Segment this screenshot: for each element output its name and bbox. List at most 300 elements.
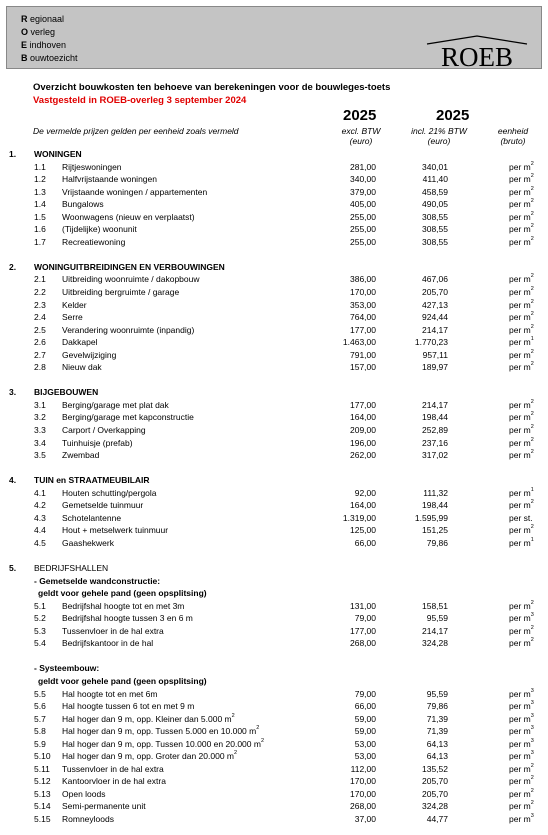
- price-excl-vat: 340,00: [350, 174, 376, 185]
- unit: [509, 424, 534, 437]
- unit-text: per m: [509, 437, 531, 448]
- item-description-text: Hal hoger dan 9 m, opp. Kleiner dan 5.000 m: [62, 713, 232, 724]
- unit-superscript: 2: [530, 348, 534, 355]
- price-excl-vat: 164,00: [350, 412, 376, 423]
- table-row: [0, 813, 548, 826]
- item-description-text: Zwembad: [62, 450, 100, 461]
- section-heading: [0, 474, 548, 487]
- item-code: 1.7: [34, 236, 46, 247]
- item-description: [62, 600, 184, 613]
- unit: [509, 437, 534, 450]
- price-incl-vat: 64,13: [426, 751, 448, 762]
- price-incl-vat: 189,97: [422, 362, 448, 373]
- unit: [509, 499, 534, 512]
- item-description-text: Open loods: [62, 788, 106, 799]
- unit: [509, 311, 534, 324]
- item-description-text: Tussenvloer in de hal extra: [62, 763, 164, 774]
- unit-text: per m: [509, 487, 531, 498]
- unit-text: per m: [509, 362, 531, 373]
- svg-text:ROEB: ROEB: [440, 42, 514, 69]
- item-code: 2.6: [34, 337, 46, 348]
- unit-text: per m: [509, 224, 531, 235]
- item-code: 5.12: [34, 776, 51, 787]
- year-heading-excl: 2025: [343, 107, 377, 124]
- table-row: [0, 286, 548, 299]
- price-incl-vat: 198,44: [422, 500, 448, 511]
- unit: [509, 537, 534, 550]
- item-description-text: Tuinhuisje (prefab): [62, 437, 133, 448]
- item-description-text: Woonwagens (nieuw en verplaatst): [62, 211, 195, 222]
- price-excl-vat: 170,00: [350, 287, 376, 298]
- price-excl-vat: 255,00: [350, 236, 376, 247]
- table-row: [0, 299, 548, 312]
- unit: [509, 713, 534, 726]
- subsection-text: geldt voor gehele pand (geen opsplitsing): [38, 675, 207, 686]
- unit: [509, 788, 534, 801]
- price-excl-vat: 79,00: [354, 688, 376, 699]
- description-superscript: 2: [231, 712, 235, 719]
- price-excl-vat: 131,00: [350, 600, 376, 611]
- unit-text: per m: [509, 199, 531, 210]
- unit-text: per m: [509, 186, 531, 197]
- price-incl-vat: 411,40: [422, 174, 448, 185]
- table-row: [0, 186, 548, 199]
- table-row: [0, 750, 548, 763]
- item-code: 4.4: [34, 525, 46, 536]
- item-description-text: Verandering woonruimte (inpandig): [62, 324, 195, 335]
- price-intro: De vermelde prijzen gelden per eenheid zoals vermeld: [33, 126, 239, 136]
- item-description: [62, 198, 104, 211]
- unit-text: per m: [509, 713, 531, 724]
- unit-superscript: 2: [530, 411, 534, 418]
- unit-superscript: 2: [530, 775, 534, 782]
- table-row: [0, 449, 548, 462]
- unit: [509, 763, 534, 776]
- table-row: [0, 512, 548, 525]
- subsection-text: - Gemetselde wandconstructie:: [34, 575, 161, 586]
- item-description-text: Halfvrijstaande woningen: [62, 174, 157, 185]
- item-description-text: Nieuw dak: [62, 362, 102, 373]
- price-incl-vat: 205,70: [422, 287, 448, 298]
- item-description: [62, 612, 193, 625]
- col-header-excl: excl. BTW (euro): [341, 126, 381, 146]
- price-excl-vat: 791,00: [350, 349, 376, 360]
- price-excl-vat: 177,00: [350, 324, 376, 335]
- description-superscript: 2: [234, 750, 238, 757]
- item-code: 4.2: [34, 500, 46, 511]
- table-row: [0, 775, 548, 788]
- col-header-incl: incl. 21% BTW (euro): [411, 126, 467, 146]
- item-description: [62, 750, 237, 763]
- item-description: [62, 499, 143, 512]
- price-excl-vat: 157,00: [350, 362, 376, 373]
- unit-superscript: 1: [530, 536, 534, 543]
- description-superscript: 2: [256, 725, 260, 732]
- unit-superscript: 2: [530, 637, 534, 644]
- item-description-text: Recreatiewoning: [62, 236, 126, 247]
- price-excl-vat: 66,00: [354, 701, 376, 712]
- item-code: 2.4: [34, 312, 46, 323]
- table-row: [0, 524, 548, 537]
- price-incl-vat: 317,02: [422, 450, 448, 461]
- unit-superscript: 2: [530, 499, 534, 506]
- item-description-text: Hal hoger dan 9 m, opp. Tussen 10.000 en 20.000 m: [62, 738, 261, 749]
- unit-superscript: 2: [530, 424, 534, 431]
- item-description-text: Schotelantenne: [62, 512, 122, 523]
- section-number: 5.: [9, 563, 17, 574]
- item-code: 5.10: [34, 751, 51, 762]
- item-code: 1.4: [34, 199, 46, 210]
- table-row: [0, 688, 548, 701]
- table-row: [0, 763, 548, 776]
- item-description-text: Semi-permanente unit: [62, 801, 146, 812]
- item-code: 2.7: [34, 349, 46, 360]
- spacer-row: [0, 248, 548, 261]
- item-description-text: Uitbreiding bergruimte / garage: [62, 287, 180, 298]
- table-row: [0, 700, 548, 713]
- item-description-text: Uitbreiding woonruimte / dakopbouw: [62, 274, 200, 285]
- price-excl-vat: 79,00: [354, 613, 376, 624]
- price-excl-vat: 255,00: [350, 224, 376, 235]
- table-row: [0, 738, 548, 751]
- table-row: [0, 349, 548, 362]
- acronym-line: B ouwtoezicht: [21, 53, 78, 63]
- unit-superscript: 2: [530, 273, 534, 280]
- section-title: WONINGUITBREIDINGEN EN VERBOUWINGEN: [34, 261, 225, 272]
- price-incl-vat: 79,86: [426, 701, 448, 712]
- unit-superscript: 2: [530, 599, 534, 606]
- unit-text: per m: [509, 688, 531, 699]
- unit: [509, 612, 534, 625]
- table-row: [0, 637, 548, 650]
- price-excl-vat: 281,00: [350, 161, 376, 172]
- acronym-line: R egionaal: [21, 14, 65, 24]
- item-code: 5.1: [34, 600, 46, 611]
- table-row: [0, 612, 548, 625]
- price-incl-vat: 340,01: [422, 161, 448, 172]
- unit-text: per m: [509, 525, 531, 536]
- item-code: 1.1: [34, 161, 46, 172]
- item-description-text: Vrijstaande woningen / appartementen: [62, 186, 208, 197]
- price-excl-vat: 379,00: [350, 186, 376, 197]
- unit-text: per m: [509, 613, 531, 624]
- price-excl-vat: 92,00: [354, 487, 376, 498]
- item-description: [62, 324, 194, 337]
- unit: [509, 173, 534, 186]
- price-excl-vat: 53,00: [354, 738, 376, 749]
- item-code: 5.15: [34, 813, 51, 824]
- spacer-row: [0, 650, 548, 663]
- price-excl-vat: 764,00: [350, 312, 376, 323]
- item-description: [62, 449, 99, 462]
- price-incl-vat: 71,39: [426, 726, 448, 737]
- item-description-text: Romneyloods: [62, 813, 114, 824]
- item-description: [62, 299, 87, 312]
- unit-superscript: 2: [530, 624, 534, 631]
- item-description: [62, 637, 153, 650]
- item-code: 5.6: [34, 701, 46, 712]
- item-description: [62, 738, 264, 751]
- unit-text: per m: [509, 801, 531, 812]
- price-incl-vat: 214,17: [422, 625, 448, 636]
- price-incl-vat: 458,59: [422, 186, 448, 197]
- price-incl-vat: 205,70: [422, 776, 448, 787]
- price-excl-vat: 262,00: [350, 450, 376, 461]
- unit: [509, 361, 534, 374]
- item-description: [62, 437, 133, 450]
- price-incl-vat: 111,32: [423, 487, 448, 498]
- unit: [509, 512, 533, 525]
- table-row: [0, 537, 548, 550]
- price-incl-vat: 79,86: [426, 537, 448, 548]
- section-heading: [0, 386, 548, 399]
- item-code: 5.3: [34, 625, 46, 636]
- price-incl-vat: 957,11: [422, 349, 448, 360]
- item-description-text: Serre: [62, 312, 83, 323]
- header-banner: [6, 6, 542, 69]
- item-code: 1.5: [34, 211, 46, 222]
- unit: [509, 725, 534, 738]
- unit: [509, 688, 534, 701]
- item-description: [62, 336, 97, 349]
- table-row: [0, 236, 548, 249]
- item-description: [62, 700, 194, 713]
- acronym-line: E indhoven: [21, 40, 67, 50]
- unit-superscript: 3: [530, 750, 534, 757]
- price-incl-vat: 214,17: [422, 399, 448, 410]
- unit: [509, 411, 534, 424]
- table-row: [0, 800, 548, 813]
- price-incl-vat: 214,17: [422, 324, 448, 335]
- unit-text: per m: [509, 813, 531, 824]
- subsection-heading: [0, 662, 548, 675]
- table-row: [0, 223, 548, 236]
- item-description: [62, 286, 179, 299]
- unit-text: per m: [509, 399, 531, 410]
- unit: [509, 349, 534, 362]
- item-code: 3.3: [34, 425, 46, 436]
- unit: [509, 813, 534, 826]
- unit-superscript: 2: [530, 311, 534, 318]
- subsection-heading: [0, 575, 548, 588]
- unit-superscript: 3: [530, 700, 534, 707]
- unit-superscript: 2: [530, 762, 534, 769]
- price-incl-vat: 135,52: [422, 763, 448, 774]
- item-description: [62, 311, 83, 324]
- unit-text: per m: [509, 751, 531, 762]
- unit: [509, 600, 534, 613]
- item-description: [62, 524, 168, 537]
- unit-superscript: 2: [530, 286, 534, 293]
- table-row: [0, 411, 548, 424]
- table-row: [0, 361, 548, 374]
- item-description: [62, 411, 194, 424]
- item-description-text: Hal hoger dan 9 m, opp. Groter dan 20.000 m: [62, 751, 234, 762]
- item-description: [62, 487, 157, 500]
- unit: [509, 637, 534, 650]
- item-code: 4.5: [34, 537, 46, 548]
- item-code: 1.2: [34, 174, 46, 185]
- section-number: 2.: [9, 261, 17, 272]
- unit-superscript: 3: [530, 737, 534, 744]
- item-code: 2.3: [34, 299, 46, 310]
- unit-superscript: 2: [530, 223, 534, 230]
- price-incl-vat: 467,06: [422, 274, 448, 285]
- price-excl-vat: 196,00: [350, 437, 376, 448]
- item-description-text: Rijtjeswoningen: [62, 161, 122, 172]
- unit: [509, 487, 534, 500]
- unit-superscript: 1: [530, 486, 534, 493]
- item-description: [62, 349, 116, 362]
- price-excl-vat: 112,00: [350, 763, 376, 774]
- table-row: [0, 437, 548, 450]
- table-row: [0, 399, 548, 412]
- item-description: [62, 361, 102, 374]
- item-code: 3.4: [34, 437, 46, 448]
- unit: [509, 336, 534, 349]
- item-description-text: Berging/garage met plat dak: [62, 399, 169, 410]
- subsection-heading: [0, 587, 548, 600]
- cost-table: [0, 148, 548, 826]
- roeb-logo: [423, 35, 531, 69]
- item-description-text: Gevelwijziging: [62, 349, 117, 360]
- item-description: [62, 211, 195, 224]
- unit: [509, 161, 534, 174]
- unit-superscript: 2: [530, 298, 534, 305]
- item-description-text: Carport / Overkapping: [62, 425, 146, 436]
- item-description: [62, 537, 114, 550]
- price-excl-vat: 37,00: [354, 813, 376, 824]
- item-description: [62, 813, 114, 826]
- item-code: 5.4: [34, 638, 46, 649]
- unit-text: per m: [509, 337, 531, 348]
- item-code: 4.3: [34, 512, 46, 523]
- item-description-text: Kelder: [62, 299, 87, 310]
- item-description-text: Kantoorvloer in de hal extra: [62, 776, 166, 787]
- unit-text: per m: [509, 349, 531, 360]
- unit-text: per m: [509, 537, 531, 548]
- unit: [509, 324, 534, 337]
- unit: [509, 399, 534, 412]
- price-incl-vat: 324,28: [422, 801, 448, 812]
- item-description-text: Bedrijfshal hoogte tussen 3 en 6 m: [62, 613, 193, 624]
- price-incl-vat: 95,59: [426, 613, 448, 624]
- item-code: 5.9: [34, 738, 46, 749]
- table-row: [0, 713, 548, 726]
- spacer-row: [0, 462, 548, 475]
- unit-superscript: 2: [530, 361, 534, 368]
- item-code: 4.1: [34, 487, 46, 498]
- section-number: 3.: [9, 387, 17, 398]
- item-description: [62, 625, 164, 638]
- item-code: 5.11: [34, 763, 50, 774]
- price-excl-vat: 209,00: [350, 425, 376, 436]
- item-description-text: Berging/garage met kapconstructie: [62, 412, 194, 423]
- unit-superscript: 2: [530, 235, 534, 242]
- unit-superscript: 2: [530, 436, 534, 443]
- unit: [509, 738, 534, 751]
- unit: [509, 198, 534, 211]
- section-title: BIJGEBOUWEN: [34, 387, 99, 398]
- unit: [509, 286, 534, 299]
- unit-text: per m: [509, 738, 531, 749]
- unit-superscript: 3: [530, 725, 534, 732]
- unit-superscript: 3: [530, 612, 534, 619]
- unit-text: per m: [509, 211, 531, 222]
- item-description: [62, 512, 121, 525]
- price-excl-vat: 59,00: [354, 726, 376, 737]
- item-description-text: Hal hoger dan 9 m, opp. Tussen 5.000 en 10.000 m: [62, 726, 257, 737]
- price-incl-vat: 71,39: [426, 713, 448, 724]
- price-excl-vat: 268,00: [350, 801, 376, 812]
- item-description: [62, 763, 164, 776]
- item-description: [62, 800, 146, 813]
- unit-superscript: 2: [530, 398, 534, 405]
- section-number: 4.: [9, 475, 17, 486]
- unit-text: per m: [509, 726, 531, 737]
- section-title: BEDRIJFSHALLEN: [34, 563, 109, 574]
- price-incl-vat: 237,16: [422, 437, 448, 448]
- item-description-text: Gemetselde tuinmuur: [62, 500, 144, 511]
- item-description-text: Houten schutting/pergola: [62, 487, 157, 498]
- price-incl-vat: 924,44: [422, 312, 448, 323]
- price-excl-vat: 170,00: [350, 788, 376, 799]
- price-excl-vat: 125,00: [350, 525, 376, 536]
- price-excl-vat: 255,00: [350, 211, 376, 222]
- unit-superscript: 2: [530, 210, 534, 217]
- unit-text: per m: [509, 174, 531, 185]
- item-description: [62, 399, 169, 412]
- item-code: 5.5: [34, 688, 46, 699]
- price-excl-vat: 53,00: [354, 751, 376, 762]
- unit-text: per m: [509, 788, 531, 799]
- unit-superscript: 3: [530, 812, 534, 819]
- year-heading-incl: 2025: [436, 107, 470, 124]
- item-description-text: Gaashekwerk: [62, 537, 114, 548]
- unit-text: per m: [509, 450, 531, 461]
- price-incl-vat: 158,51: [422, 600, 448, 611]
- item-description: [62, 775, 166, 788]
- acronym-block: [21, 13, 78, 65]
- table-row: [0, 625, 548, 638]
- unit-text: per m: [509, 600, 531, 611]
- table-row: [0, 600, 548, 613]
- item-description: [62, 273, 200, 286]
- table-row: [0, 725, 548, 738]
- item-code: 2.5: [34, 324, 46, 335]
- item-code: 5.14: [34, 801, 51, 812]
- price-excl-vat: 405,00: [350, 199, 376, 210]
- price-excl-vat: 170,00: [350, 776, 376, 787]
- unit-text: per m: [509, 312, 531, 323]
- table-row: [0, 788, 548, 801]
- price-excl-vat: 177,00: [350, 399, 376, 410]
- item-description-text: Bedrijfshal hoogte tot en met 3m: [62, 600, 185, 611]
- unit-superscript: 3: [530, 687, 534, 694]
- unit-superscript: 2: [530, 185, 534, 192]
- item-description-text: Dakkapel: [62, 337, 98, 348]
- date-note: Vastgesteld in ROEB-overleg 3 september 2024: [33, 95, 247, 106]
- section-heading: [0, 148, 548, 161]
- price-excl-vat: 353,00: [350, 299, 376, 310]
- item-code: 3.1: [34, 399, 46, 410]
- unit: [509, 449, 534, 462]
- item-code: 2.8: [34, 362, 46, 373]
- table-row: [0, 161, 548, 174]
- unit: [509, 223, 534, 236]
- price-excl-vat: 1.463,00: [342, 337, 376, 348]
- item-description: [62, 788, 105, 801]
